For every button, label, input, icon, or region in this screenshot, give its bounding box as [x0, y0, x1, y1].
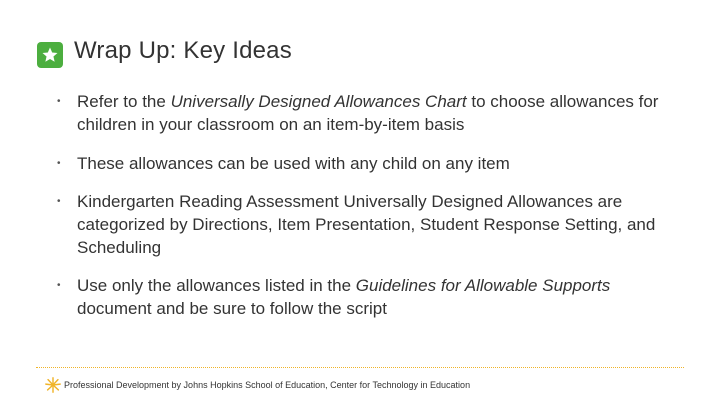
- footer-divider: [36, 367, 684, 368]
- footer-credit: Professional Development by Johns Hopkins School of Education, Center for Technology in Education: [64, 380, 471, 390]
- bullet-icon: •: [57, 96, 61, 107]
- list-item-text: These allowances can be used with any child on any item: [77, 154, 510, 173]
- jhu-sunburst-logo-icon: [44, 376, 62, 394]
- bullet-icon: •: [57, 158, 61, 169]
- list-item-text: Kindergarten Reading Assessment Universally Designed Allowances are categorized by Directions, Item Presentation, Student Response Setting, and Scheduling: [77, 192, 656, 257]
- star-icon: [37, 42, 63, 68]
- list-item-text: Use only the allowances listed in the Guidelines for Allowable Supports document and be sure to follow the script: [77, 276, 611, 318]
- list-item-text: Refer to the Universally Designed Allowances Chart to choose allowances for children in your classroom on an item-by-item basis: [77, 92, 659, 134]
- bullet-icon: •: [57, 196, 61, 207]
- bullet-icon: •: [57, 280, 61, 291]
- slide-title: Wrap Up: Key Ideas: [74, 37, 292, 64]
